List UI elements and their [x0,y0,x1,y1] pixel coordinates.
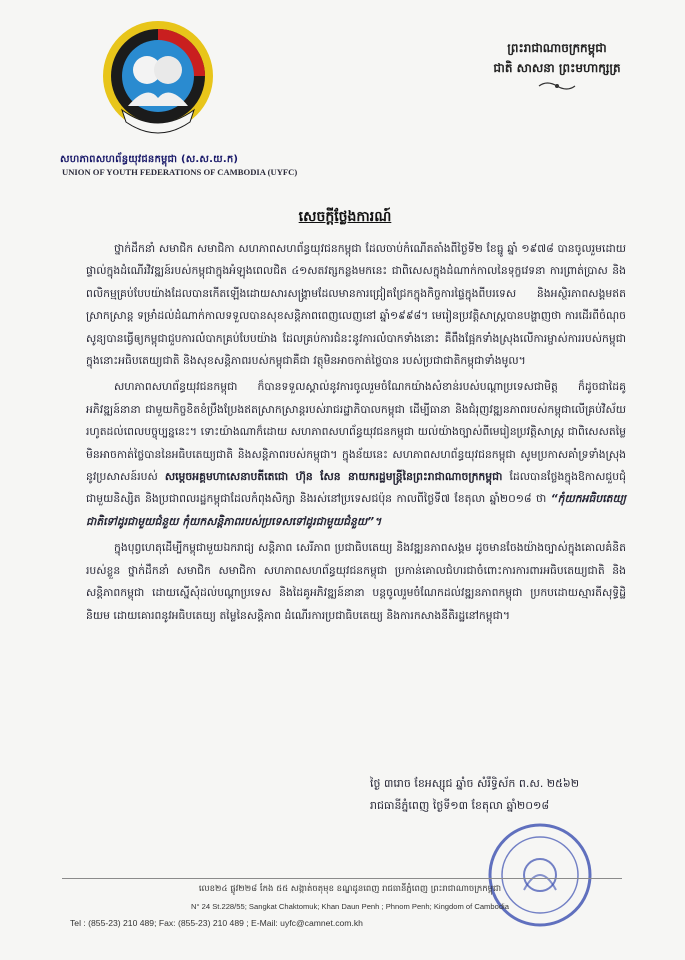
kingdom-name: ព្រះរាជាណាចក្រកម្ពុជា [507,41,607,55]
org-name-km: សហភាពសហព័ន្ធយុវជនកម្ពុជា (ស.ស.យ.ក) [60,154,239,165]
national-motto: ជាតិ សាសនា ព្រះមហាក្សត្រ [493,61,621,75]
paragraph-1: ថ្នាក់ដឹកនាំ សមាជិក សមាជិកា សហភាពសហព័ន្ធយុវជនកម្ពុជា ដែលចាប់កំណើតតាំងពីថ្ងៃទី២ ខែធ្នូ ឆ្នាំ ១៩៧៨ បានចូលរួមដោយផ្ទាល់ក្នុងដំណើរវិវឌ្ឍន៍របស់កម្ពុជាក្នុងអំឡុងពេលជិត ៤១សតវត្សកន្លងមកនេះ ជាពិសេសក្នុងដំណាក់កាលនៃទុក្ខវេទនា ការព្រាត់ប្រាស និងពលិកម្មគ្រប់បែបយ៉ាងដែលបានកើតឡើងដោយសារសង្គ្រាមដែលមានការជ្រៀតជ្រែកក្នុងកិច្ចការផ្ទៃក្នុងពីបរទេស និងអស្ថិរភាពសង្គមឥតស្រាកស្រាន្ត ទម្រាំដល់ដំណាក់កាលទទួលបានសុខសន្តិភាពពេញលេញនៅ ឆ្នាំ១៩៩៨។ មេរៀនប្រវត្តិសាស្ត្របានបង្ហាញថា ការដើរពីចំណុចសូន្យបានធ្វើឲ្យកម្ពុជាជួបការលំបាកគ្រប់បែបយ៉ាង ដែលគ្រប់ការជំនះនូវការលំបាកទាំងនោះ គឺពឹងផ្អែកទាំងស្រុងលើការម្ចាស់ការរបស់កម្ពុជា ក្នុងនោះអធិបតេយ្យជាតិ និងសុខសន្តិភាពរបស់កម្ពុជាគឺជា វត្ថុមិនអាចកាត់ថ្លៃបាន របស់ប្រជាជាតិកម្ពុជាទាំងមូល។ [86,242,626,368]
contact-info: Tel : (855-23) 210 489; Fax: (855-23) 210 489 ; E-Mail: uyfc@camnet.com.kh [70,918,363,928]
prime-minister-name: សម្តេចអគ្គមហាសេនាបតីតេជោ ហ៊ុន សែន នាយករដ្ឋមន្ត្រីនៃព្រះរាជាណាចក្រកម្ពុជា [164,470,503,484]
address-en: N° 24 St.228/55; Sangkat Chaktomuk; Khan Daun Penh ; Phnom Penh; Kingdom of Cambodia [191,902,509,911]
document-body [86,238,626,631]
paragraph-2 [86,376,626,533]
document-title: សេចក្តីថ្លែងការណ៍ [298,209,392,225]
org-name-en: UNION OF YOUTH FEDERATIONS OF CAMBODIA (UYFC) [62,167,298,177]
address-km: លេខ២៤ ផ្លូវ២២៨ កែង ៥៥ សង្កាត់ចតុមុខ ខណ្ឌដូនពេញ រាជធានីភ្នំពេញ ព្រះរាជាណាចក្រកម្ពុជា [198,884,502,894]
uyfc-logo [100,18,216,150]
lunar-date: ថ្ងៃ ៣រោច ខែអស្សុជ ឆ្នាំច សំរឹទ្ធិស័ក ព.ស. ២៥៦២ [370,777,580,790]
paragraph-2-text-b: ដែលបានថ្លែងក្នុងឱកាសជួបជុំជាមួយនិស្សិត និងប្រជាពលរដ្ឋកម្ពុជាដែលកំពុងសិក្សា និងរស់នៅប្រទេសជប៉ុន កាលពីថ្ងៃទី៧ ខែតុលា ឆ្នាំ២០១៨ ថា [86,470,626,506]
paragraph-2-text: សហភាពសហព័ន្ធយុវជនកម្ពុជា ក៏បានទទួលស្គាល់នូវការចូលរួមចំណែកយ៉ាងសំខាន់របស់បណ្តាប្រទេសជាមិត្ត ក៏ដូចជាដៃគូអភិវឌ្ឍន៍នានា ជាមួយកិច្ចខិតខំប្រឹងប្រែងឥតស្រាកស្រាន្តរបស់រាជរដ្ឋាភិបាលកម្ពុជា ដើម្បីធានា និងជំរុញវឌ្ឍនភាពរបស់កម្ពុជាលើគ្រប់វិស័យរហូតដល់ពេលបច្ចុប្បន្ននេះ។ ទោះយ៉ាងណាក៏ដោយ សហភាពសហព័ន្ធយុវជនកម្ពុជា យល់យ៉ាងច្បាស់ពីមេរៀនប្រវត្តិសាស្ត្រ ជាពិសេសតម្លៃមិនអាចកាត់ថ្លៃបាននៃអធិបតេយ្យជាតិ និងសន្តិភាពរបស់កម្ពុជា។ ក្នុងន័យនេះ សហភាពសហព័ន្ធយុវជនកម្ពុជា សូមប្រកាសគាំទ្រទាំងស្រុងនូវប្រសាសន៍របស់ [86,380,626,484]
paragraph-3: ក្នុងបុព្វហេតុដើម្បីកម្ពុជាមួយឯករាជ្យ សន្តិភាព សេរីភាព ប្រជាធិបតេយ្យ និងវឌ្ឍនភាពសង្គម ដូចមានចែងយ៉ាងច្បាស់ក្នុងគោលគំនិតរបស់ខ្លួន ថ្នាក់ដឹកនាំ សមាជិក សមាជិកា សហភាពសហព័ន្ធយុវជនកម្ពុជា ប្រកាន់គោលជំហរជាចំពោះការការពារអធិបតេយ្យជាតិ និងសន្តិភាពកម្ពុជា ដោយស្នើសុំដល់បណ្តាប្រទេស និងដៃគូអភិវឌ្ឍន៍នានា បន្តចូលរួមចំណែកដល់វឌ្ឍនភាពកម្ពុជា ប្រកបដោយស្មារតីសុទ្ធិដ្ឋិនិយម ដោយគោរពនូវអធិបតេយ្យ តម្លៃនៃសន្តិភាព ដំណើរការប្រជាធិបតេយ្យ និងការកសាងនីតិរដ្ឋនៅកម្ពុជា។ [86,541,626,622]
footer-divider [62,878,622,879]
official-stamp-icon [480,820,600,930]
solar-date: រាជធានីភ្នំពេញ ថ្ងៃទី១៣ ខែតុលា ឆ្នាំ២០១៨ [370,799,550,812]
ornament-divider-icon [537,80,577,92]
quote: “កុំយកអធិបតេយ្យជាតិទៅដូរជាមួយជំនួយ កុំយកសន្តិភាពរបស់ប្រទេសទៅដូរជាមួយជំនួយ”។ [86,492,626,528]
